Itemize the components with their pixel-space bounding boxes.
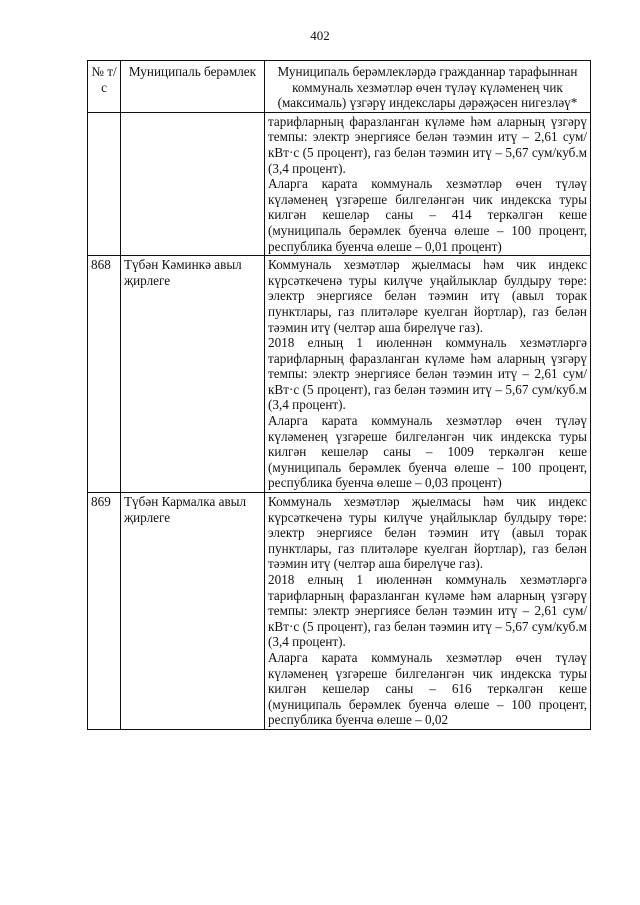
table-row	[88, 256, 591, 493]
row-municipality	[121, 112, 265, 255]
row-municipality: Түбән Кәминкә авыл җирлеге	[121, 256, 265, 493]
paragraph: Коммуналь хезмәтләр җыелмасы һәм чик индекс күрсәткеченә туры килүче уңайлыклар булдыру төре: электр энергиясе белән тәэмин итү (авыл торак пунктлары, газ плитәләре куелган йортлар), газ белән тәэмин итү (челтәр аша бирелүче газ).	[268, 257, 587, 335]
row-justification	[265, 112, 591, 255]
paragraph: Аларга карата коммуналь хезмәтләр өчен түләү күләменең үзгәреше билгеләнгән чик индекска туры килгән кешеләр саны – 414 теркәлгән кеше (муниципаль берәмлек буенча өлеше – 100 процент, республика буенча өлеше – 0,01 процент)	[268, 176, 587, 254]
header-justification: Муниципаль берәмлекләрдә гражданнар тарафыннан коммуналь хезмәтләр өчен түләү күләменең чик (максималь) үзгәрү индекслары дәрәҗәсен нигезләү*	[265, 61, 591, 113]
paragraph: 2018 елның 1 июленнән коммуналь хезмәтләргә тарифларның фаразланган күләме һәм аларның үзгәрү темпы: электр энергиясе белән тәэмин итү – 2,61 сум/кВт·с (5 процент), газ белән тәэмин итү – 5,67 сум/куб.м (3,4 процент).	[268, 335, 587, 413]
row-justification	[265, 256, 591, 493]
paragraph: Аларга карата коммуналь хезмәтләр өчен түләү күләменең үзгәреше билгеләнгән чик индекска туры килгән кешеләр саны – 1009 теркәлгән кеше (муниципаль берәмлек буенча өлеше – 100 процент, республика буенча өлеше – 0,03 процент)	[268, 413, 587, 491]
paragraph: Коммуналь хезмәтләр җыелмасы һәм чик индекс күрсәткеченә туры килүче уңайлыклар булдыру төре: электр энергиясе белән тәэмин итү (авыл торак пунктлары, газ плитәләре куелган йортлар), газ белән тәэмин итү (челтәр аша бирелүче газ).	[268, 494, 587, 572]
header-number: № т/с	[88, 61, 121, 113]
paragraph: Аларга карата коммуналь хезмәтләр өчен түләү күләменең үзгәреше билгеләнгән чик индекска туры килгән кешеләр саны – 616 теркәлгән кеше (муниципаль берәмлек буенча өлеше – 100 процент, республика буенча өлеше – 0,02	[268, 649, 587, 728]
paragraph: тарифларның фаразланган күләме һәм аларның үзгәрү темпы: электр энергиясе белән тәэмин итү – 2,61 сум/кВт·с (5 процент), газ белән тәэмин итү – 5,67 сум/куб.м (3,4 процент).	[268, 113, 587, 176]
page-number: 402	[310, 28, 330, 43]
row-number	[88, 112, 121, 255]
row-municipality: Түбән Кармалка авыл җирлеге	[121, 493, 265, 730]
paragraph: 2018 елның 1 июленнән коммуналь хезмәтләргә тарифларның фаразланган күләме һәм аларның үзгәрү темпы: электр энергиясе белән тәэмин итү – 2,61 сум/кВт·с (5 процент), газ белән тәэмин итү – 5,67 сум/куб.м (3,4 процент).	[268, 572, 587, 650]
table-row	[88, 493, 591, 730]
row-number: 869	[88, 493, 121, 730]
row-number: 868	[88, 256, 121, 493]
indices-table	[87, 60, 591, 730]
table-row	[88, 112, 591, 255]
header-municipality: Муниципаль берәмлек	[121, 61, 265, 113]
row-justification	[265, 493, 591, 730]
table-header-row	[88, 61, 591, 113]
